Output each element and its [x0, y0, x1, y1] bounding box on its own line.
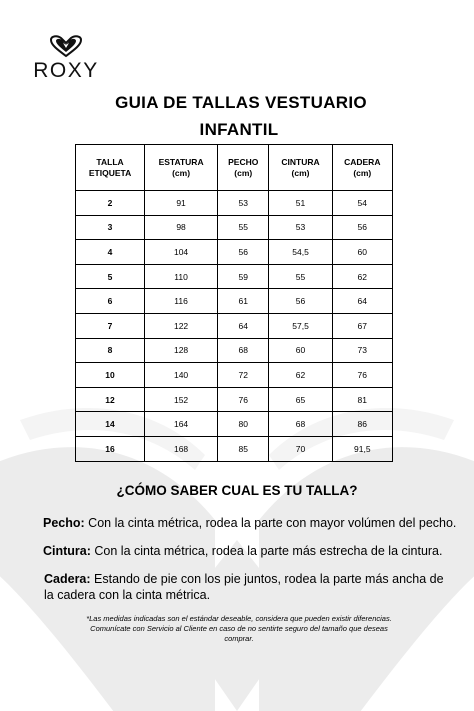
- table-cell: 57,5: [269, 313, 332, 338]
- table-row: [76, 313, 393, 338]
- table-row: [76, 387, 393, 412]
- roxy-heart-icon: [49, 34, 83, 58]
- table-cell: 116: [145, 289, 218, 314]
- table-cell: 6: [76, 289, 145, 314]
- table-cell: 104: [145, 240, 218, 265]
- table-cell: 55: [269, 264, 332, 289]
- table-cell: 53: [218, 191, 269, 216]
- table-cell: 54,5: [269, 240, 332, 265]
- table-cell: 91: [145, 191, 218, 216]
- table-cell: 8: [76, 338, 145, 363]
- table-cell: 60: [269, 338, 332, 363]
- size-table: [75, 144, 393, 462]
- header-cintura: CINTURA (cm): [269, 145, 332, 191]
- table-cell: 54: [332, 191, 392, 216]
- table-cell: 14: [76, 412, 145, 437]
- header-pecho: PECHO (cm): [218, 145, 269, 191]
- size-table-header-row: [76, 145, 393, 191]
- table-cell: 76: [332, 363, 392, 388]
- table-cell: 80: [218, 412, 269, 437]
- table-cell: 70: [269, 436, 332, 461]
- table-cell: 140: [145, 363, 218, 388]
- table-cell: 81: [332, 387, 392, 412]
- table-row: [76, 363, 393, 388]
- table-cell: 85: [218, 436, 269, 461]
- table-cell: 61: [218, 289, 269, 314]
- table-cell: 60: [332, 240, 392, 265]
- table-cell: 56: [332, 215, 392, 240]
- definition-pecho: [43, 515, 463, 531]
- table-cell: 7: [76, 313, 145, 338]
- table-cell: 3: [76, 215, 145, 240]
- definition-text: Con la cinta métrica, rodea la parte más estrecha de la cintura.: [90, 544, 443, 558]
- table-cell: 128: [145, 338, 218, 363]
- table-cell: 68: [269, 412, 332, 437]
- table-cell: 12: [76, 387, 145, 412]
- table-cell: 67: [332, 313, 392, 338]
- table-row: [76, 289, 393, 314]
- table-cell: 72: [218, 363, 269, 388]
- logo-text: ROXY: [33, 59, 99, 82]
- header-talla: TALLA ETIQUETA: [76, 145, 145, 191]
- table-row: [76, 264, 393, 289]
- roxy-logo: [26, 34, 106, 83]
- table-cell: 168: [145, 436, 218, 461]
- page-subtitle: INFANTIL: [199, 120, 279, 139]
- definition-text: Con la cinta métrica, rodea la parte con mayor volúmen del pecho.: [84, 516, 457, 530]
- definition-cintura: [43, 543, 463, 559]
- table-cell: 4: [76, 240, 145, 265]
- table-cell: 64: [218, 313, 269, 338]
- table-cell: 56: [269, 289, 332, 314]
- table-cell: 152: [145, 387, 218, 412]
- table-cell: 68: [218, 338, 269, 363]
- table-cell: 91,5: [332, 436, 392, 461]
- disclaimer-note: *Las medidas indicadas son el estándar deseable, considera que pueden existir diferencias. Comunícate con Servicio al Cliente en caso de no sentirte seguro del tamaño que deseas comprar.: [86, 614, 392, 643]
- size-table-body: [76, 191, 393, 462]
- table-cell: 62: [332, 264, 392, 289]
- definition-term: Cadera:: [44, 572, 91, 586]
- table-cell: 122: [145, 313, 218, 338]
- table-row: [76, 338, 393, 363]
- header-cadera: CADERA (cm): [332, 145, 392, 191]
- definition-term: Cintura:: [43, 544, 91, 558]
- header-estatura: ESTATURA (cm): [145, 145, 218, 191]
- table-cell: 59: [218, 264, 269, 289]
- definition-term: Pecho:: [43, 516, 85, 530]
- table-row: [76, 436, 393, 461]
- definition-text: Estando de pie con los pie juntos, rodea la parte más ancha de la cadera con la cinta métrica.: [44, 572, 444, 602]
- table-cell: 51: [269, 191, 332, 216]
- table-row: [76, 215, 393, 240]
- table-cell: 62: [269, 363, 332, 388]
- table-cell: 2: [76, 191, 145, 216]
- table-cell: 110: [145, 264, 218, 289]
- howto-title: ¿CÓMO SABER CUAL ES TU TALLA?: [116, 483, 358, 498]
- table-row: [76, 412, 393, 437]
- table-cell: 164: [145, 412, 218, 437]
- table-cell: 10: [76, 363, 145, 388]
- table-cell: 64: [332, 289, 392, 314]
- table-cell: 55: [218, 215, 269, 240]
- table-cell: 86: [332, 412, 392, 437]
- table-cell: 53: [269, 215, 332, 240]
- page-title: GUIA DE TALLAS VESTUARIO: [115, 93, 367, 112]
- table-row: [76, 191, 393, 216]
- table-cell: 98: [145, 215, 218, 240]
- table-cell: 76: [218, 387, 269, 412]
- table-cell: 5: [76, 264, 145, 289]
- table-row: [76, 240, 393, 265]
- table-cell: 16: [76, 436, 145, 461]
- table-cell: 56: [218, 240, 269, 265]
- table-cell: 73: [332, 338, 392, 363]
- table-cell: 65: [269, 387, 332, 412]
- definition-cadera: [44, 571, 444, 603]
